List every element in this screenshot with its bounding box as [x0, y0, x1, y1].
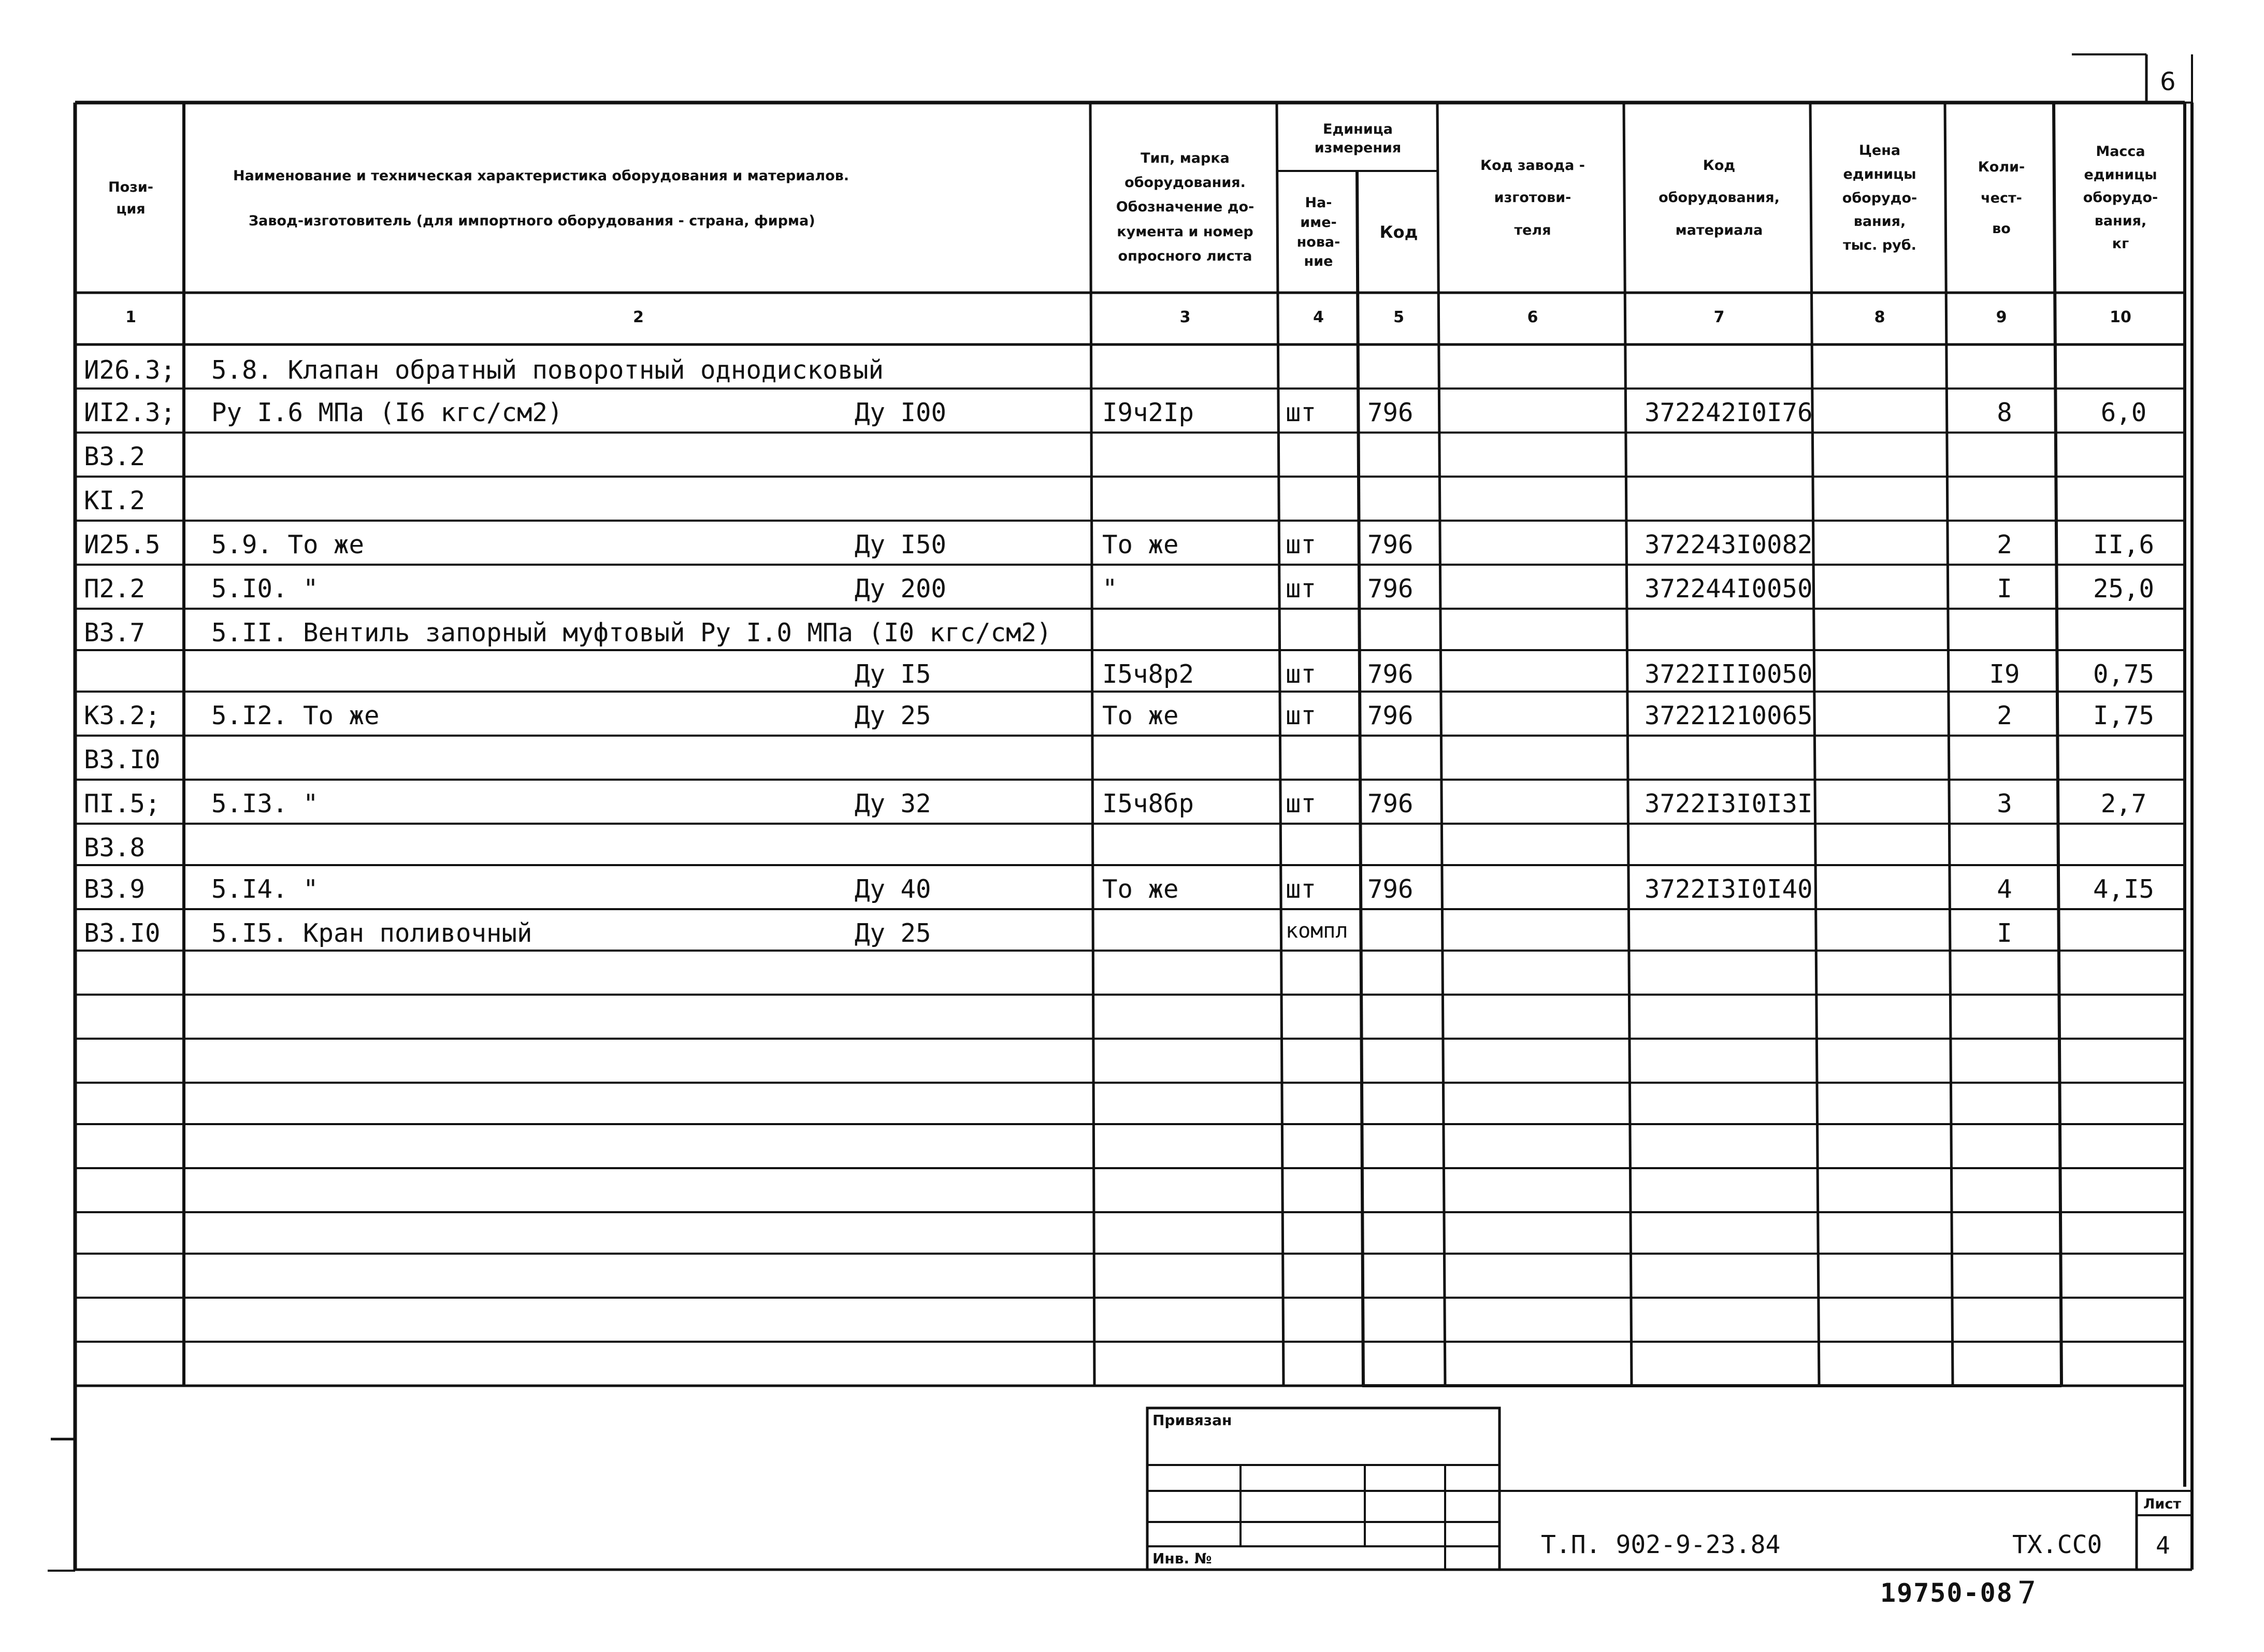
header-quantity-label: Коли- чест- во — [1978, 159, 2025, 237]
row-qty: 8 — [1997, 398, 2012, 427]
header-mass-label: Масса единицы оборудо- вания, кг — [2083, 143, 2158, 252]
row-name: 5.8. Клапан обратный поворотный однодисковый — [211, 355, 884, 385]
header-unit-code — [1359, 172, 1439, 293]
row-du: Ду 200 — [855, 574, 947, 604]
row-unit: шт — [1286, 874, 1317, 904]
document-section: ТХ.СС0 — [2012, 1530, 2102, 1559]
row-ucode: 796 — [1367, 701, 1414, 730]
row-unit: шт — [1286, 574, 1317, 604]
header-unit-group — [1278, 106, 1437, 171]
row-qty: I9 — [1989, 659, 2020, 689]
header-equipment-code-label: Код оборудования, материала — [1659, 157, 1780, 238]
row-qty: I — [1997, 574, 2012, 604]
row-unit: шт — [1286, 398, 1317, 427]
row-code: 372243I0082 — [1645, 530, 1813, 559]
inventory-label: Инв. № — [1152, 1550, 1212, 1567]
row-pos: В3.I0 — [84, 918, 161, 948]
header-unit-name-label: На- име- нова- ние — [1296, 194, 1340, 270]
row-ucode: 796 — [1367, 659, 1414, 689]
header-name-line1: Наименование и техническая характеристика оборудования и материалов. — [233, 167, 849, 184]
row-mass: 25,0 — [2093, 574, 2154, 604]
row-du: Ду 25 — [855, 701, 931, 730]
header-quantity — [1948, 104, 2055, 293]
row-qty: 2 — [1997, 530, 2012, 559]
row-type: То же — [1102, 530, 1179, 559]
column-number-1: 1 — [125, 308, 136, 326]
row-mass: 0,75 — [2093, 659, 2154, 689]
header-equipment-code — [1626, 104, 1812, 293]
row-du: Ду I5 — [855, 659, 931, 689]
header-mass — [2056, 104, 2185, 293]
sheet-corner-number: 6 — [2160, 67, 2176, 96]
row-du: Ду 40 — [855, 874, 931, 904]
footer-number: 19750-08 — [1880, 1578, 2013, 1608]
header-unit-name — [1278, 172, 1359, 293]
header-unit-group-label: Единица измерения — [1314, 121, 1402, 156]
row-type: То же — [1102, 874, 1179, 904]
row-pos: В3.7 — [84, 618, 146, 648]
row-ucode: 796 — [1367, 398, 1414, 427]
header-price-label: Цена единицы оборудо- вания, тыс. руб. — [1842, 142, 1917, 254]
header-name-line2: Завод-изготовитель (для импортного оборудования - страна, фирма) — [249, 212, 815, 229]
row-pos: ПI.5; — [84, 789, 161, 818]
row-name: 5.I0. " — [211, 574, 319, 604]
row-ucode: 796 — [1367, 530, 1414, 559]
row-mass: 4,I5 — [2093, 874, 2154, 904]
row-mass: II,6 — [2093, 530, 2154, 559]
row-ucode: 796 — [1367, 574, 1414, 604]
row-code: 372242I0I76 — [1645, 398, 1813, 427]
column-number-9: 9 — [1996, 308, 2007, 326]
row-pos: В3.I0 — [84, 745, 161, 774]
header-position — [78, 104, 184, 293]
document-code: Т.П. 902-9-23.84 — [1541, 1530, 1781, 1559]
row-unit: шт — [1286, 530, 1317, 559]
header-plant-code-label: Код завода - изготови- теля — [1480, 157, 1585, 238]
row-unit: компл — [1286, 919, 1348, 943]
row-name: 5.9. То же — [211, 530, 365, 559]
footer-page: 7 — [2017, 1575, 2037, 1611]
header-price — [1813, 104, 1946, 293]
column-number-3: 3 — [1179, 308, 1191, 326]
column-number-10: 10 — [2110, 308, 2131, 326]
row-du: Ду I00 — [855, 398, 947, 427]
row-name: 5.II. Вентиль запорный муфтовый Ру I.0 МПа (I0 кгс/см2) — [211, 618, 1052, 648]
row-du: Ду 25 — [855, 918, 931, 948]
row-type: " — [1102, 574, 1118, 604]
column-number-6: 6 — [1527, 308, 1538, 326]
row-code: 37221210065 — [1645, 701, 1813, 730]
row-mass: I,75 — [2093, 701, 2154, 730]
header-plant-code — [1440, 104, 1625, 293]
row-unit: шт — [1286, 701, 1317, 730]
header-position-label: Пози- ция — [108, 179, 153, 217]
row-code: 3722I3I0I3I — [1645, 789, 1813, 818]
row-mass: 2,7 — [2100, 789, 2147, 818]
attached-label: Привязан — [1152, 1412, 1232, 1429]
row-pos: И26.3; — [84, 355, 176, 385]
header-type — [1092, 122, 1278, 293]
row-du: Ду 32 — [855, 789, 931, 818]
row-type: I5ч8бр — [1102, 789, 1194, 818]
row-pos: И25.5 — [84, 530, 161, 559]
row-unit: шт — [1286, 659, 1317, 689]
row-type: I5ч8р2 — [1102, 659, 1194, 689]
row-pos: В3.8 — [84, 833, 146, 863]
row-name: 5.I5. Кран поливочный — [211, 918, 532, 948]
row-pos: П2.2 — [84, 574, 146, 604]
row-code: 3722I3I0I40 — [1645, 874, 1813, 904]
row-unit: шт — [1286, 789, 1317, 818]
row-qty: 2 — [1997, 701, 2012, 730]
row-code: 372244I0050 — [1645, 574, 1813, 604]
column-number-2: 2 — [633, 308, 644, 326]
header-name — [186, 104, 1090, 293]
row-du: Ду I50 — [855, 530, 947, 559]
row-pos: ИI2.3; — [84, 398, 176, 427]
row-type: То же — [1102, 701, 1179, 730]
header-unit-code-label: Код — [1379, 222, 1418, 242]
row-type: I9ч2Iр — [1102, 398, 1194, 427]
row-code: 3722III0050 — [1645, 659, 1813, 689]
header-type-label: Тип, марка оборудования. Обозначение до- кумента и номер опросного листа — [1116, 150, 1254, 264]
column-number-8: 8 — [1874, 308, 1885, 326]
sheet-label: Лист — [2143, 1496, 2181, 1512]
row-name: 5.I4. " — [211, 874, 319, 904]
row-mass: 6,0 — [2100, 398, 2147, 427]
row-name: Ру I.6 МПа (I6 кгс/см2) — [211, 398, 563, 427]
row-qty: 3 — [1997, 789, 2012, 818]
sheet-number: 4 — [2156, 1531, 2170, 1559]
row-name: 5.I3. " — [211, 789, 319, 818]
row-pos: В3.2 — [84, 442, 146, 471]
row-name: 5.I2. То же — [211, 701, 380, 730]
column-number-5: 5 — [1393, 308, 1404, 326]
row-qty: I — [1997, 918, 2012, 948]
column-number-7: 7 — [1713, 308, 1725, 326]
row-ucode: 796 — [1367, 874, 1414, 904]
row-pos: К3.2; — [84, 701, 161, 730]
row-ucode: 796 — [1367, 789, 1414, 818]
row-qty: 4 — [1997, 874, 2012, 904]
row-pos: В3.9 — [84, 874, 146, 904]
column-number-4: 4 — [1313, 308, 1324, 326]
row-pos: КI.2 — [84, 486, 146, 515]
